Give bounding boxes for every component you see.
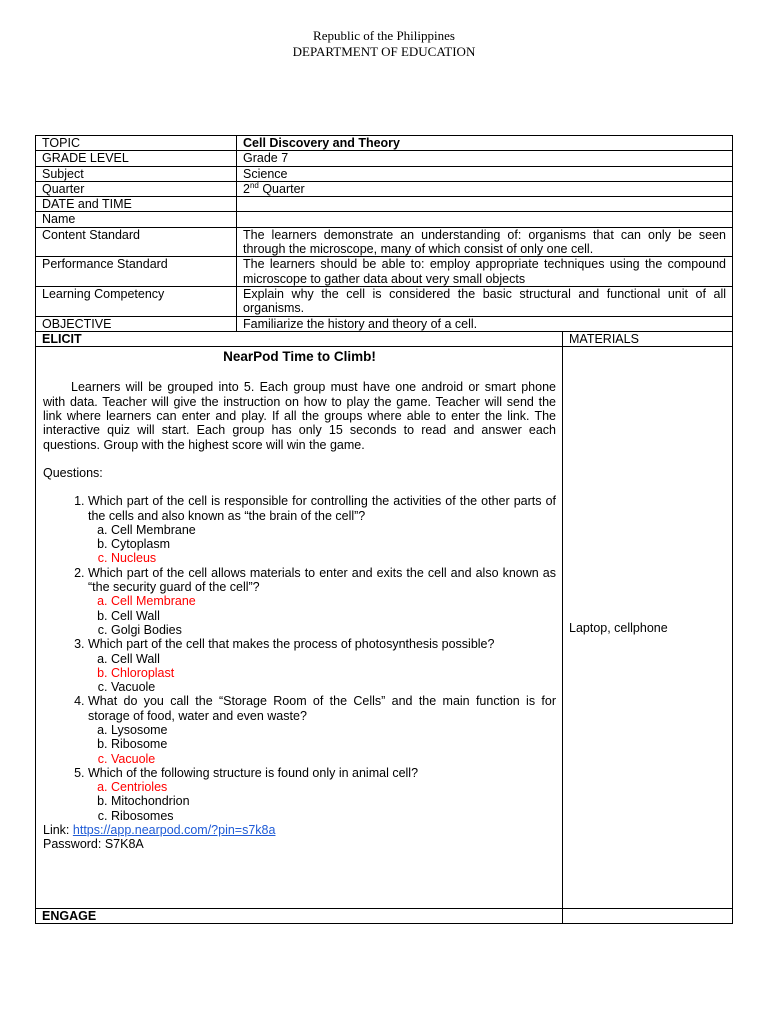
question-item xyxy=(88,766,556,823)
link-label: Link: xyxy=(43,823,73,838)
subject-value: Science xyxy=(237,166,733,181)
lesson-plan-table xyxy=(35,135,733,924)
row-objective xyxy=(36,316,733,331)
option-list xyxy=(88,594,556,637)
question-item xyxy=(88,494,556,565)
correct-option: a. Cell Membrane xyxy=(111,594,556,608)
quarter-ordinal: nd xyxy=(249,180,259,190)
grade-level-value: Grade 7 xyxy=(237,151,733,166)
engage-materials xyxy=(563,909,733,924)
learning-competency-label: Learning Competency xyxy=(36,286,237,316)
question-item xyxy=(88,694,556,765)
quarter-value xyxy=(237,181,733,196)
performance-standard-value: The learners should be able to: employ appropriate techniques using the compound microscope to gather data about very small objects xyxy=(237,257,733,287)
option-list xyxy=(88,523,556,566)
question-list xyxy=(43,494,556,823)
activity-instructions: Learners will be grouped into 5. Each group must have one android or smart phone with data. Teacher will give the instruction on how to play the game. Teacher will send the link where learners can enter and play. If all the groups where able to enter the link. The interactive quiz will start. Each group has only 15 seconds to read and answer each questions. Group with the highest score will win the game. xyxy=(43,380,556,452)
correct-option: c. Vacuole xyxy=(111,752,556,766)
option-item: a. Lysosome xyxy=(111,723,556,737)
quarter-word: Quarter xyxy=(258,181,305,196)
question-item xyxy=(88,637,556,694)
quarter-number: 2 xyxy=(243,181,250,196)
learning-competency-value: Explain why the cell is considered the basic structural and functional unit of all organisms. xyxy=(237,286,733,316)
materials-header: MATERIALS xyxy=(563,331,733,346)
header-republic: Republic of the Philippines xyxy=(313,28,455,43)
row-grade-level xyxy=(36,151,733,166)
topic-value: Cell Discovery and Theory xyxy=(237,136,733,151)
option-item: b. Cytoplasm xyxy=(111,537,556,551)
objective-value: Familiarize the history and theory of a cell. xyxy=(237,316,733,331)
date-time-value xyxy=(237,197,733,212)
option-list xyxy=(88,723,556,766)
row-elicit-body xyxy=(36,347,733,909)
option-item: c. Golgi Bodies xyxy=(111,623,556,637)
option-item: b. Mitochondrion xyxy=(111,794,556,808)
topic-label: TOPIC xyxy=(36,136,237,151)
objective-label: OBJECTIVE xyxy=(36,316,237,331)
option-item: a. Cell Wall xyxy=(111,652,556,666)
question-text: Which part of the cell is responsible for controlling the activities of the other parts of the cells and also known as “the brain of the cell”? xyxy=(88,494,556,523)
content-standard-label: Content Standard xyxy=(36,227,237,257)
performance-standard-label: Performance Standard xyxy=(36,257,237,287)
header-department: DEPARTMENT OF EDUCATION xyxy=(292,44,476,59)
option-item: b. Ribosome xyxy=(111,737,556,751)
engage-label: ENGAGE xyxy=(36,909,563,924)
option-list xyxy=(88,652,556,695)
password-line: Password: S7K8A xyxy=(43,837,144,852)
date-time-label: DATE and TIME xyxy=(36,197,237,212)
row-content-standard xyxy=(36,227,733,257)
elicit-label: ELICIT xyxy=(36,331,563,346)
subject-label: Subject xyxy=(36,166,237,181)
nearpod-link-line xyxy=(43,823,556,837)
elicit-activity xyxy=(36,347,563,909)
quarter-label: Quarter xyxy=(36,181,237,196)
row-date-time xyxy=(36,197,733,212)
activity-title: NearPod Time to Climb! xyxy=(223,349,376,365)
question-text: Which of the following structure is found only in animal cell? xyxy=(88,765,419,780)
question-text: Which part of the cell that makes the process of photosynthesis possible? xyxy=(88,637,495,652)
correct-option: b. Chloroplast xyxy=(111,666,556,680)
row-name xyxy=(36,212,733,227)
content-standard-value: The learners demonstrate an understanding of: organisms that can only be seen through the microscope, many of which consist of only one cell. xyxy=(237,227,733,257)
question-item xyxy=(88,566,556,637)
correct-option: c. Nucleus xyxy=(111,551,556,565)
question-text: What do you call the “Storage Room of the Cells” and the main function is for storage of food, water and even waste? xyxy=(88,694,556,723)
option-list xyxy=(88,780,556,823)
row-subject xyxy=(36,166,733,181)
name-value xyxy=(237,212,733,227)
row-elicit-header xyxy=(36,331,733,346)
questions-heading: Questions: xyxy=(43,465,103,480)
correct-option: a. Centrioles xyxy=(111,780,556,794)
row-quarter xyxy=(36,181,733,196)
row-topic xyxy=(36,136,733,151)
row-learning-competency xyxy=(36,286,733,316)
option-item: c. Vacuole xyxy=(111,680,556,694)
grade-level-label: GRADE LEVEL xyxy=(36,151,237,166)
option-item: b. Cell Wall xyxy=(111,609,556,623)
row-engage xyxy=(36,909,733,924)
option-item: c. Ribosomes xyxy=(111,809,556,823)
materials-value: Laptop, cellphone xyxy=(563,347,733,909)
row-performance-standard xyxy=(36,257,733,287)
nearpod-link[interactable]: https://app.nearpod.com/?pin=s7k8a xyxy=(72,823,276,838)
question-text: Which part of the cell allows materials to enter and exits the cell and also known as “the security guard of the cell”? xyxy=(88,565,556,595)
option-item: a. Cell Membrane xyxy=(111,523,556,537)
name-label: Name xyxy=(36,212,237,227)
